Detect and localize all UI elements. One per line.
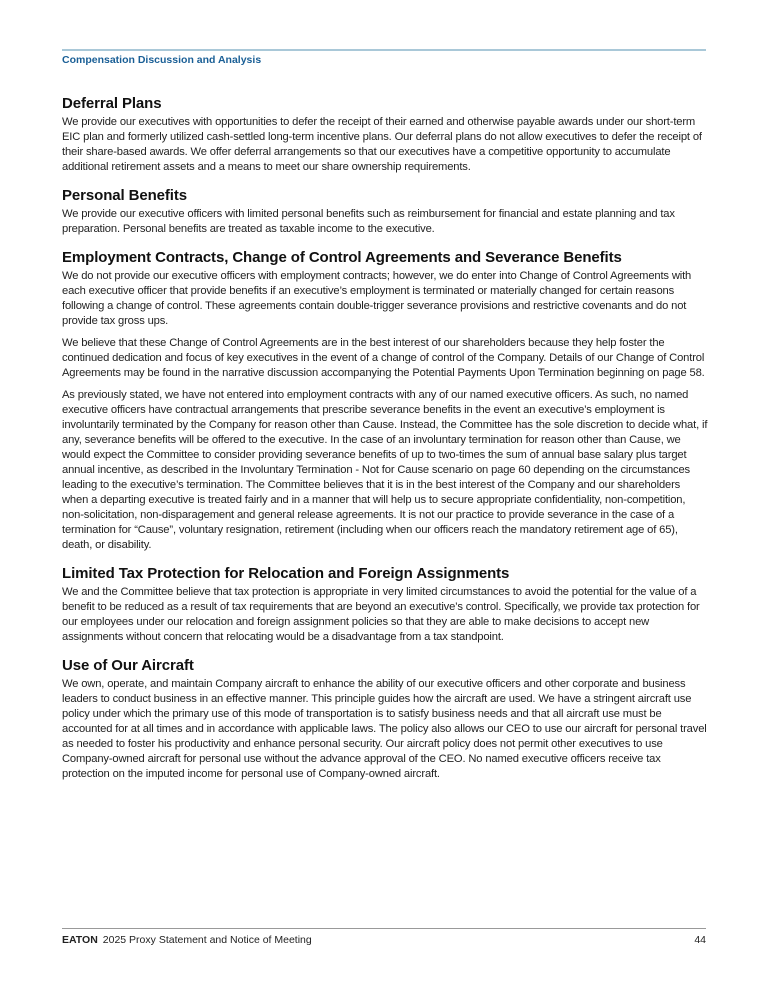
brand-name: EATON xyxy=(62,934,98,946)
section-heading: Use of Our Aircraft xyxy=(62,657,194,674)
paragraph: We and the Committee believe that tax protection is appropriate in very limited circumstances to avoid the potential for the value of a benefit to be reduced as a result of tax requirements that are beyond an executive’s control. Specifically, we provide tax protection for our employees under our relocation and foreign assignment policies so that they are able to make decisions to accept new assignments without concern that relocating would be a disadvantage from a tax standpoint. xyxy=(62,586,700,643)
section-label: Compensation Discussion and Analysis xyxy=(62,54,262,66)
paragraph: We provide our executives with opportunities to defer the receipt of their earned and otherwise payable awards under our short-term EIC plan and formerly utilized cash-settled long-term incentive plans. Our deferral plans do not allow executives to defer the receipt of their share-based awards. We offer deferral arrangements so that our executives have a competitive opportunity to accumulate additional retirement assets and a means to meet our share ownership requirements. xyxy=(62,116,702,173)
section-tax-protection xyxy=(62,565,708,645)
section-personal-benefits xyxy=(62,187,708,237)
header-rule xyxy=(62,49,706,51)
section-aircraft xyxy=(62,657,708,782)
section-heading: Deferral Plans xyxy=(62,95,162,112)
paragraph: As previously stated, we have not entered into employment contracts with any of our named executive officers. As such, no named executive officers have contractual arrangements that prescribe severance benefits in the event an executive’s employment is involuntarily terminated by the Company for reason other than Cause. Instead, the Committee has the sole discretion to decide what, if any, severance benefits will be offered to the executive. In the case of an involuntary termination for reason other than Cause, we would expect the Committee to consider providing severance benefits of up to two-times the sum of annual base salary plus target annual incentive, as described in the Involuntary Termination - Not for Cause scenario on page 60 depending on the circumstances leading to the executive’s termination. The Committee believes that it is in the best interest of the Company and our shareholders when a departing executive is treated fairly and in a manner that will help us to secure appropriate confidentiality, non-competition, non-solicitation, non-disparagement and general release agreements. It is not our practice to provide severance in the case of a termination for “Cause”, voluntary resignation, retirement (including when our officers reach the mandatory retirement age of 65), death, or disability. xyxy=(62,389,708,551)
page-footer xyxy=(62,934,706,946)
paragraph: We provide our executive officers with limited personal benefits such as reimbursement for financial and estate planning and tax preparation. Personal benefits are treated as taxable income to the executive. xyxy=(62,208,675,235)
section-heading: Limited Tax Protection for Relocation and Foreign Assignments xyxy=(62,565,510,582)
paragraph: We believe that these Change of Control Agreements are in the best interest of our shareholders because they help foster the continued dedication and focus of key executives in the event of a change of control of the Company. Details of our Change of Control Agreements may be found in the narrative discussion accompanying the Potential Payments Upon Termination beginning on page 58. xyxy=(62,337,705,379)
paragraph: We do not provide our executive officers with employment contracts; however, we do enter into Change of Control Agreements with each executive officer that provide benefits if an executive’s employment is terminated or materially changed for certain reasons following a change of control. These agreements contain double-trigger severance provisions and restrictive covenants and do not provide tax gross ups. xyxy=(62,270,692,327)
document-body xyxy=(62,95,708,794)
section-heading: Personal Benefits xyxy=(62,187,188,204)
footer-rule xyxy=(62,928,706,929)
paragraph: We own, operate, and maintain Company aircraft to enhance the ability of our executive officers and other corporate and business leaders to conduct business in an effective manner. This principle guides how the aircraft are used. We have a stringent aircraft use policy under which the primary use of this mode of transportation is to satisfy business needs and that all aircraft use must be accounted for at all times and in accordance with applicable laws. The policy also allows our CEO to use our aircraft for personal travel as needed to foster his productivity and enhance personal security. Our aircraft policy does not permit other executives to use Company-owned aircraft for personal use without the advance approval of the CEO. No named executive officers receive tax protection on the imputed income for personal use of Company-owned aircraft. xyxy=(62,678,707,780)
page-number: 44 xyxy=(694,934,706,946)
section-heading: Employment Contracts, Change of Control Agreements and Severance Benefits xyxy=(62,249,622,266)
document-title: 2025 Proxy Statement and Notice of Meeting xyxy=(102,934,312,946)
section-employment-contracts xyxy=(62,249,708,553)
footer-title xyxy=(62,934,312,946)
section-deferral-plans xyxy=(62,95,708,175)
